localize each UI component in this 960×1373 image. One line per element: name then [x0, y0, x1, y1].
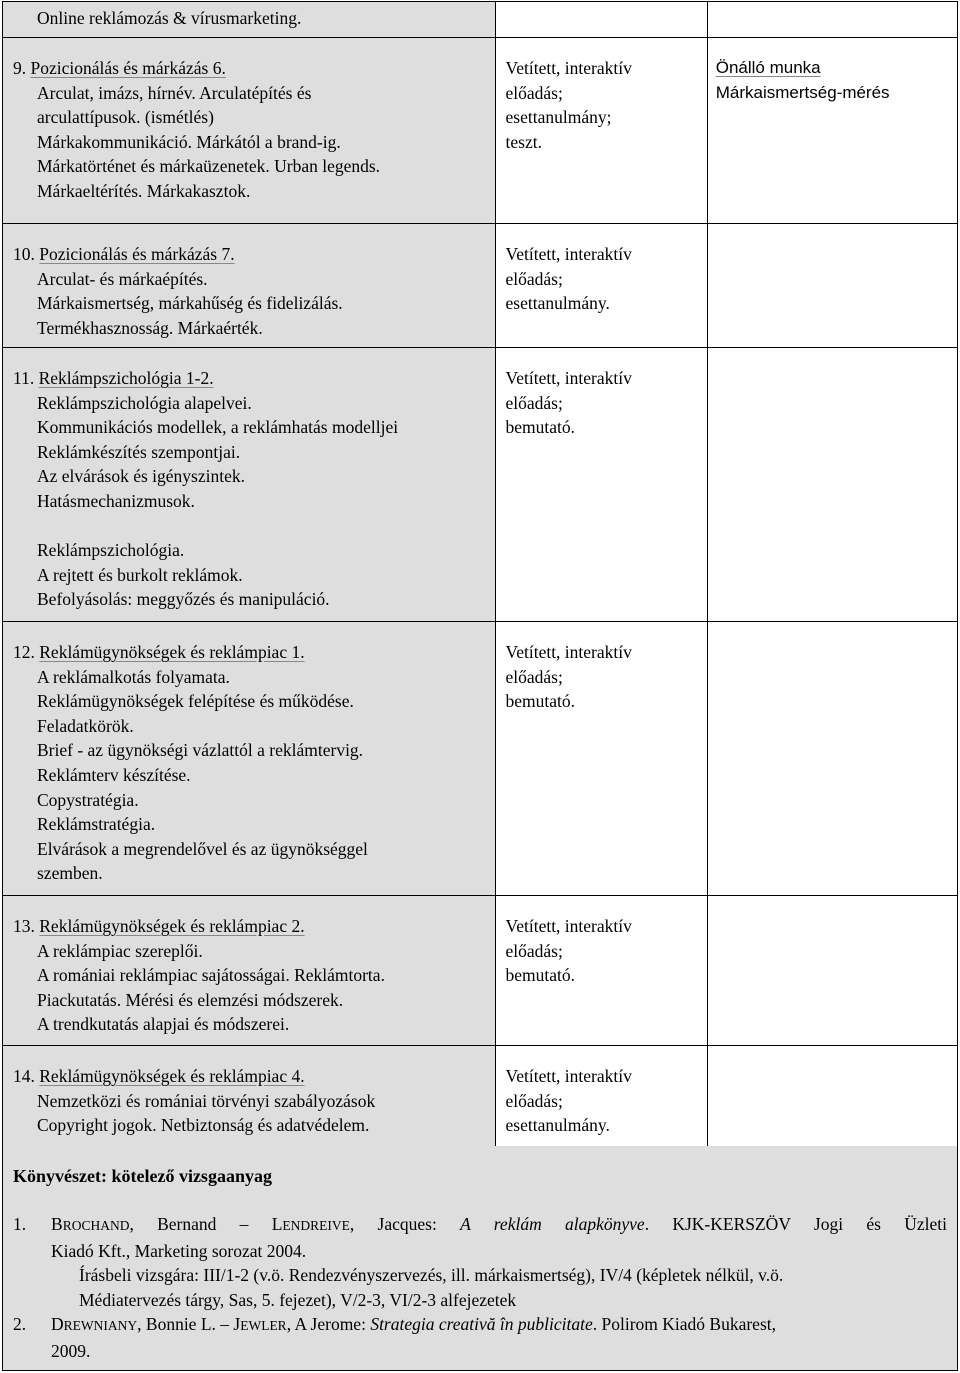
topic-title: Reklámügynökségek és reklámpiac 2.: [39, 916, 305, 936]
bibliography-citation-line: Kiadó Kft., Marketing sorozat 2004.: [51, 1240, 307, 1261]
topic-line: Reklámügynökségek felépítése és működése.: [37, 691, 354, 712]
topic-line: Brief - az ügynökségi vázlattól a reklámtervig.: [37, 740, 364, 761]
topic-line: Márkakommunikáció. Márkától a brand-ig.: [37, 131, 341, 152]
method-line: bemutató.: [505, 417, 576, 438]
topic-line: A reklámpiac szereplői.: [37, 940, 203, 961]
topic-cell: [3, 896, 496, 1046]
book-title: A reklám alapkönyve: [460, 1214, 645, 1234]
method-line: Vetített, interaktív: [505, 1066, 632, 1086]
method-line: előadás;: [505, 82, 563, 103]
table-row: [3, 38, 958, 224]
method-cell: [495, 622, 707, 896]
topic-line: Nemzetközi és romániai törvényi szabályozások: [37, 1090, 376, 1111]
topic-line: Márkatörténet és márkaüzenetek. Urban legends.: [37, 156, 381, 177]
task-cell: [707, 2, 957, 38]
topic-cell: [3, 348, 496, 622]
bibliography-item: [13, 1312, 947, 1363]
method-line: Vetített, interaktív: [505, 642, 632, 662]
topic-cell: [3, 2, 496, 38]
topic-title: Reklámpszichológia 1-2.: [38, 368, 214, 388]
task-cell: [707, 1046, 957, 1147]
topic-heading: 13. Reklámügynökségek és reklámpiac 2.: [13, 916, 305, 936]
topic-line: Elvárások a megrendelővel és az ügynökséggel: [37, 838, 368, 859]
topic-line: A trendkutatás alapjai és módszerei.: [37, 1014, 290, 1035]
method-line: előadás;: [505, 392, 563, 413]
topic-line: Arculat- és márkaépítés.: [37, 268, 208, 289]
bibliography-citation-line: BROCHAND, Bernand – LENDREIVE, Jacques: A reklám alapkönyve. KJK-KERSZÖV Jogi és Üzleti: [51, 1214, 947, 1234]
topic-cell: [3, 622, 496, 896]
table-row: [3, 1046, 958, 1147]
method-line: esettanulmány.: [505, 293, 610, 314]
topic-line: Copystratégia.: [37, 789, 139, 810]
topic-title: Pozicionálás és márkázás 7.: [39, 244, 235, 264]
table-row: [3, 348, 958, 622]
method-line: Vetített, interaktív: [505, 916, 632, 936]
bibliography-item-number: 1.: [13, 1214, 27, 1234]
topic-line: Copyright jogok. Netbiztonság és adatvédelem.: [37, 1115, 370, 1136]
topic-heading: 12. Reklámügynökségek és reklámpiac 1.: [13, 642, 305, 662]
method-line: Vetített, interaktív: [505, 244, 632, 264]
method-line: előadás;: [505, 666, 563, 687]
method-line: előadás;: [505, 940, 563, 961]
method-cell: [495, 224, 707, 348]
topic-title: Reklámügynökségek és reklámpiac 4.: [39, 1066, 305, 1086]
method-line: Vetített, interaktív: [505, 58, 632, 78]
topic-line: Kommunikációs modellek, a reklámhatás modelljei: [37, 417, 399, 438]
method-cell: [495, 38, 707, 224]
topic-line: Reklámpszichológia.: [37, 540, 185, 561]
bibliography-item-number: 2.: [13, 1314, 27, 1334]
topic-line: Márkaismertség, márkahűség és fidelizálás.: [37, 293, 343, 314]
method-cell: [495, 1046, 707, 1147]
topic-line: Arculat, imázs, hírnév. Arculatépítés és: [37, 82, 312, 103]
task-cell: [707, 348, 957, 622]
table-row: [3, 622, 958, 896]
topic-heading: 11. Reklámpszichológia 1-2.: [13, 368, 214, 388]
topic-line: Online reklámozás & vírusmarketing.: [37, 8, 302, 28]
topic-title: Pozicionálás és márkázás 6.: [30, 58, 226, 78]
method-line: előadás;: [505, 1090, 563, 1111]
method-cell: [495, 896, 707, 1046]
method-line: teszt.: [505, 131, 542, 152]
topic-line: Reklámstratégia.: [37, 814, 156, 835]
topic-line: Hatásmechanizmusok.: [37, 490, 195, 511]
task-cell: [707, 38, 957, 224]
method-cell: [495, 2, 707, 38]
task-line: Márkaismertség-mérés: [715, 82, 890, 102]
bibliography-box: [2, 1146, 958, 1371]
syllabus-table: [2, 1, 958, 1147]
topic-heading: 10. Pozicionálás és márkázás 7.: [13, 244, 235, 264]
table-row: [3, 2, 958, 38]
topic-title: Reklámügynökségek és reklámpiac 1.: [39, 642, 305, 662]
bibliography-note: Írásbeli vizsgára: III/1-2 (v.ö. Rendezvényszervezés, ill. márkaismertség), IV/4 (képletek nélkül, v.ö.: [79, 1265, 784, 1285]
topic-line: Piackutatás. Mérési és elemzési módszerek.: [37, 989, 344, 1010]
topic-line: A rejtett és burkolt reklámok.: [37, 564, 243, 585]
topic-line: Termékhasznosság. Márkaérték.: [37, 317, 263, 338]
task-cell: [707, 896, 957, 1046]
topic-line: Az elvárások és igényszintek.: [37, 466, 245, 487]
bibliography-citation-line: 2009.: [51, 1340, 91, 1361]
table-row: [3, 224, 958, 348]
method-line: bemutató.: [505, 691, 576, 712]
topic-line: Befolyásolás: meggyőzés és manipuláció.: [37, 589, 330, 610]
topic-line: Reklámterv készítése.: [37, 764, 191, 785]
method-line: Vetített, interaktív: [505, 368, 632, 388]
method-line: bemutató.: [505, 965, 576, 986]
topic-line: A reklámalkotás folyamata.: [37, 666, 230, 687]
topic-line: Reklámpszichológia alapelvei.: [37, 392, 252, 413]
bibliography-heading: Könyvészet: kötelező vizsgaanyag: [13, 1166, 272, 1186]
topic-line: Márkaeltérítés. Márkakasztok.: [37, 180, 251, 201]
bibliography-note: Médiatervezés tárgy, Sas, 5. fejezet), V/2-3, VI/2-3 alfejezetek: [79, 1289, 517, 1310]
task-line: Önálló munka: [715, 58, 821, 77]
topic-cell: [3, 224, 496, 348]
topic-line: szemben.: [37, 863, 103, 884]
bibliography-item: [13, 1212, 947, 1312]
task-cell: [707, 622, 957, 896]
topic-line: Reklámkészítés szempontjai.: [37, 441, 241, 462]
topic-heading: 14. Reklámügynökségek és reklámpiac 4.: [13, 1066, 305, 1086]
topic-line: A romániai reklámpiac sajátosságai. Reklámtorta.: [37, 965, 385, 986]
method-cell: [495, 348, 707, 622]
bibliography-citation-line: DREWNIANY, Bonnie L. – JEWLER, A Jerome: Strategia creativă în publicitate. Polirom Kiadó Bukarest,: [51, 1314, 776, 1334]
task-cell: [707, 224, 957, 348]
topic-cell: [3, 38, 496, 224]
topic-cell: [3, 1046, 496, 1147]
book-title: Strategia creativă în publicitate: [370, 1314, 593, 1334]
topic-heading: 9. Pozicionálás és márkázás 6.: [13, 58, 226, 78]
method-line: előadás;: [505, 268, 563, 289]
topic-line: arculattípusok. (ismétlés): [37, 107, 214, 128]
table-row: [3, 896, 958, 1046]
bibliography-list: [13, 1212, 947, 1363]
topic-line: Feladatkörök.: [37, 715, 134, 736]
method-line: esettanulmány;: [505, 107, 612, 128]
method-line: esettanulmány.: [505, 1115, 610, 1136]
